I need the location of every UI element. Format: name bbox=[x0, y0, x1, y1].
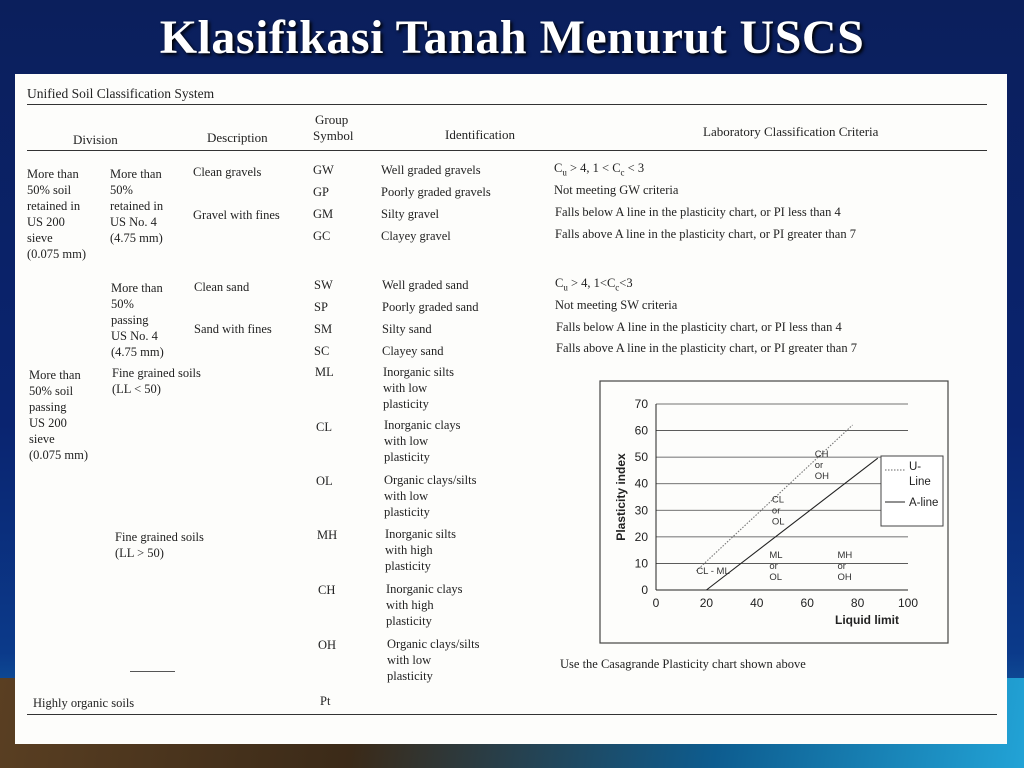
desc-gravel-fines: Gravel with fines bbox=[193, 208, 280, 222]
y-axis-label: Plasticity index bbox=[614, 453, 628, 541]
criteria-gc: Falls above A line in the plasticity chart, or PI greater than 7 bbox=[555, 227, 856, 241]
symbol-sp: SP bbox=[314, 300, 328, 314]
symbol-sc: SC bbox=[314, 344, 330, 358]
criteria-gm: Falls below A line in the plasticity chart, or PI less than 4 bbox=[555, 205, 841, 219]
y-tick-0: 0 bbox=[641, 583, 648, 597]
x-tick-80: 80 bbox=[850, 596, 865, 610]
table-caption: Unified Soil Classification System bbox=[27, 86, 215, 101]
y-tick-50: 50 bbox=[634, 450, 648, 465]
symbol-gm: GM bbox=[313, 207, 334, 221]
y-tick-30: 30 bbox=[634, 503, 648, 518]
x-tick-100: 100 bbox=[897, 596, 919, 610]
symbol-mh: MH bbox=[317, 528, 338, 542]
header-description: Description bbox=[207, 130, 268, 145]
rule-header bbox=[27, 150, 987, 151]
desc-sand-fines: Sand with fines bbox=[194, 322, 272, 336]
symbol-oh: OH bbox=[318, 638, 337, 652]
ident-gp: Poorly graded gravels bbox=[381, 185, 491, 199]
legend-label-u-line-1: U- bbox=[909, 461, 922, 473]
legend-label-u-line-2: Line bbox=[909, 476, 931, 488]
symbol-sm: SM bbox=[314, 322, 333, 336]
zone-label-4: CL - ML bbox=[696, 566, 730, 578]
desc-clean-gravels: Clean gravels bbox=[193, 165, 262, 179]
header-division: Division bbox=[73, 132, 118, 147]
ident-gm: Silty gravel bbox=[381, 207, 439, 221]
y-tick-40: 40 bbox=[634, 476, 648, 491]
header-group-symbol-1: Group bbox=[315, 112, 349, 127]
criteria-sc: Falls above A line in the plasticity chart, or PI greater than 7 bbox=[556, 341, 857, 355]
x-tick-60: 60 bbox=[800, 596, 814, 610]
symbol-cl: CL bbox=[316, 420, 332, 434]
plasticity-chart bbox=[599, 380, 951, 646]
symbol-gw: GW bbox=[313, 163, 334, 177]
desc-clean-sand: Clean sand bbox=[194, 280, 250, 294]
highly-organic: Highly organic soils bbox=[33, 696, 135, 710]
rule-top bbox=[27, 104, 987, 105]
symbol-sw: SW bbox=[314, 278, 333, 292]
symbol-ml: ML bbox=[315, 365, 334, 379]
criteria-gw: $C_u > 4$, $1 < C_c < 3$ bbox=[554, 161, 645, 178]
scanned-table: Unified Soil Classification System Division Description Group Symbol Identification Laboratory Classification Criteria More than 50% soil retained in US 200 sieve (0.075 mm) More than 50% retained in US No. 4 (4.75 mm) Clean gravels Gravel with fines More than 50% passing US No. 4 (4.75 mm) Clean sand Sand with fines More than 50% soil passing US 200 sieve (0.075 mm) Fine grained soils (LL < 50) Fine grained soils (LL > 50) Highly organic soils GW GP GM GC SW SP SM SC ML CL OL MH CH OH Pt Well graded gravels Poorly graded gravels Silty gravel Clayey gravel Well graded sand Poorly graded sand Silty sand Clayey sand Inorganic silts with low plasticity Inorganic clays with low plasticity Organic clays/silts with low plasticity Inorganic silts with high plasticity Inorganic clays with high plasticity Organic clays/silts with low plasticity $C_u > 4$, $1 < C_c < 3$ Not meeting GW criteria Falls below A line in the plasticity chart, or PI less than 4 Falls above A line in the plasticity chart, or PI greater than 7 $C_u > 4$, $1<C_c<3$ Not meeting SW criteria Falls below A line in the plasticity chart, or PI less than 4 Falls above A line in the plasticity chart, or PI greater than 7 0 10 20 30 40 50 60 70 0 20 40 60 80 100 CH or OH CL or OL ML or OL MH or OH CL - ML Liquid limit Plasticity index U- Line A-line Use the Casagrande Plasticity chart shown above bbox=[15, 74, 1007, 744]
symbol-ch: CH bbox=[318, 583, 336, 597]
symbol-pt: Pt bbox=[320, 694, 331, 708]
header-criteria: Laboratory Classification Criteria bbox=[703, 124, 879, 139]
ident-gc: Clayey gravel bbox=[381, 229, 451, 243]
zone-label-1: CL or OL bbox=[771, 494, 785, 528]
ident-sw: Well graded sand bbox=[382, 278, 469, 292]
zone-label-0: CH or OH bbox=[814, 449, 830, 483]
slide-title: Klasifikasi Tanah Menurut USCS bbox=[159, 11, 865, 64]
ident-sc: Clayey sand bbox=[382, 344, 444, 358]
criteria-sm: Falls below A line in the plasticity chart, or PI less than 4 bbox=[556, 320, 842, 334]
dash-mark bbox=[130, 671, 175, 672]
zone-label-3: MH or OH bbox=[837, 550, 853, 584]
legend-label-a-line: A-line bbox=[909, 497, 939, 509]
y-tick-10: 10 bbox=[634, 556, 648, 571]
header-group-symbol-2: Symbol bbox=[313, 128, 354, 143]
x-tick-20: 20 bbox=[699, 596, 714, 610]
zone-label-2: ML or OL bbox=[769, 550, 783, 584]
criteria-sw: $C_u > 4$, $1<C_c<3$ bbox=[555, 276, 633, 293]
symbol-gp: GP bbox=[313, 185, 329, 199]
ident-sm: Silty sand bbox=[382, 322, 432, 336]
series-a-line bbox=[706, 458, 877, 590]
symbol-gc: GC bbox=[313, 229, 331, 243]
x-axis-label: Liquid limit bbox=[835, 613, 899, 627]
y-tick-60: 60 bbox=[634, 423, 648, 438]
y-tick-70: 70 bbox=[634, 397, 648, 411]
y-tick-20: 20 bbox=[634, 529, 648, 544]
ident-gw: Well graded gravels bbox=[381, 163, 481, 177]
symbol-ol: OL bbox=[316, 474, 333, 488]
criteria-gp: Not meeting GW criteria bbox=[554, 183, 679, 197]
header-identification: Identification bbox=[445, 127, 516, 142]
chart-note: Use the Casagrande Plasticity chart shown above bbox=[560, 657, 806, 671]
rule-bottom bbox=[27, 714, 997, 715]
ident-sp: Poorly graded sand bbox=[382, 300, 479, 314]
criteria-sp: Not meeting SW criteria bbox=[555, 298, 678, 312]
x-tick-0: 0 bbox=[652, 596, 660, 610]
x-tick-40: 40 bbox=[750, 596, 764, 610]
